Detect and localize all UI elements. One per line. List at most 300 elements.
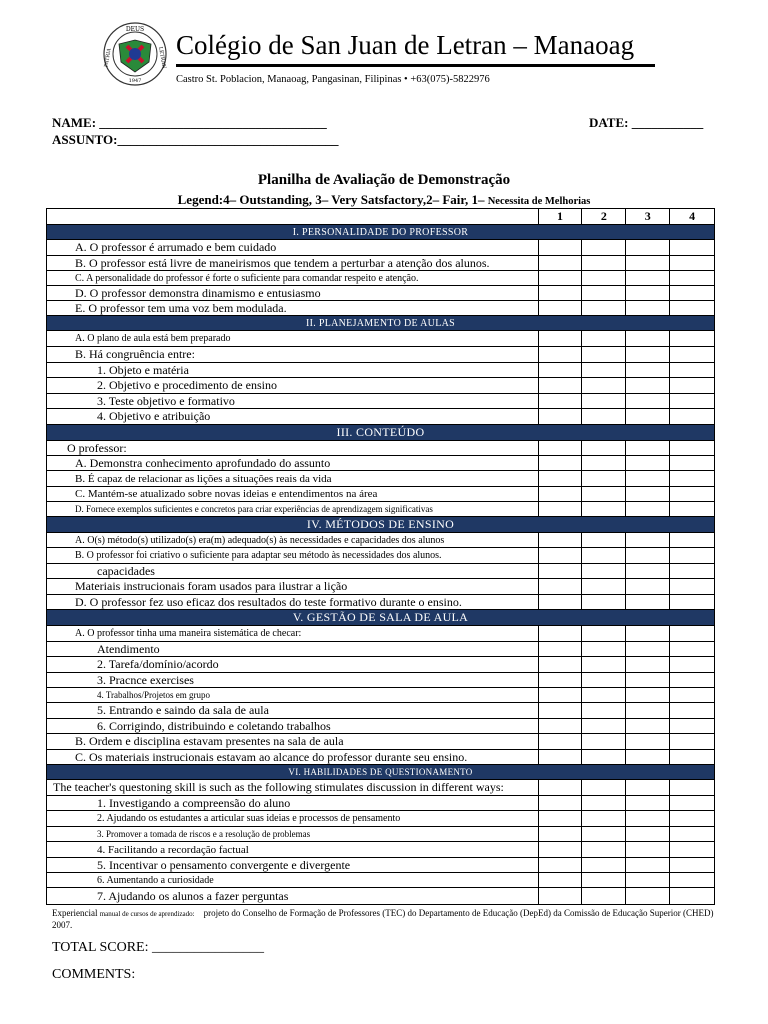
rating-cell-1[interactable] [539,595,583,609]
rating-cell-4[interactable] [670,487,714,501]
criterion-row [47,688,714,703]
rating-cell-4[interactable] [670,409,714,424]
rating-cell-2[interactable] [582,796,626,810]
rating-cell-2[interactable] [582,441,626,455]
criterion-row [47,347,714,363]
rating-cell-1[interactable] [539,873,583,887]
rating-cell-4[interactable] [670,502,714,516]
criterion-label: B. Ordem e disciplina estavam presentes na sala de aula [75,734,344,748]
criterion-text [47,564,539,578]
criterion-row [47,271,714,286]
rating-cell-3[interactable] [626,301,670,315]
criterion-text [47,409,539,424]
criterion-label: B. O professor foi criativo o suficiente para adaptar seu método às necessidades dos alunos. [75,550,442,561]
evaluation-table [46,208,715,905]
rating-cell-1[interactable] [539,642,583,656]
criterion-row [47,548,714,564]
criterion-label: 1. Investigando a compreensão do aluno [97,795,291,810]
rating-cell-4[interactable] [670,811,714,826]
rating-cell-3[interactable] [626,502,670,516]
rating-cell-2[interactable] [582,595,626,609]
rating-cell-1[interactable] [539,688,583,702]
criterion-label: Materiais instrucionais foram usados para ilustrar a lição [75,579,348,593]
school-seal-logo [103,22,167,86]
rating-cell-1[interactable] [539,331,583,346]
rating-column-4: 4 [689,209,696,223]
rating-cell-3[interactable] [626,626,670,641]
rating-cell-1[interactable] [539,811,583,826]
criterion-text [47,750,539,764]
criterion-text [47,796,539,810]
criterion-text [47,378,539,393]
rating-cell-3[interactable] [626,673,670,687]
criterion-text [47,533,539,547]
rating-cell-3[interactable] [626,363,670,377]
criterion-label: 6. Aumentando a curiosidade [97,874,214,886]
rating-cell-4[interactable] [670,394,714,408]
rating-cell-3[interactable] [626,456,670,470]
rating-cell-3[interactable] [626,441,670,455]
rating-cell-3[interactable] [626,595,670,609]
rating-cell-1[interactable] [539,626,583,641]
rating-cell-3[interactable] [626,487,670,501]
criterion-label: 3. Promover a tomada de riscos e a resolução de problemas [97,829,311,839]
rating-cell-1[interactable] [539,301,583,315]
criterion-row [47,533,714,548]
rating-cell-4[interactable] [670,842,714,857]
criterion-row [47,301,714,316]
rating-cell-2[interactable] [582,888,626,904]
criterion-text [47,888,539,904]
rating-cell-2[interactable] [582,456,626,470]
rating-cell-3[interactable] [626,734,670,749]
footnote-rest: projeto do Conselho de Formação de Professores (TEC) do Departamento de Educação (DepEd) da Comissão de Educação Superior (CHED) 2007. [52,908,714,930]
criterion-label: 5. Incentivar o pensamento convergente e divergente [97,857,351,872]
subject-field[interactable]: ASSUNTO:__________________________________ [52,132,339,147]
criterion-label: A. O(s) método(s) utilizado(s) era(m) adequado(s) às necessidades e capacidades dos alunos [75,534,445,546]
criterion-text [47,456,539,470]
rating-cell-2[interactable] [582,240,626,255]
rating-cell-4[interactable] [670,441,714,455]
criterion-label: C. A personalidade do professor é forte o suficiente para comandar respeito e atenção. [75,272,419,284]
criterion-label: A. O professor é arrumado e bem cuidado [75,240,277,254]
rating-cell-1[interactable] [539,796,583,810]
rating-cell-2[interactable] [582,533,626,547]
rating-cell-1[interactable] [539,286,583,300]
rating-cell-3[interactable] [626,564,670,578]
rating-cell-2[interactable] [582,301,626,315]
rating-cell-4[interactable] [670,780,714,795]
rating-cell-4[interactable] [670,858,714,872]
criterion-label: 2. Ajudando os estudantes a articular suas ideias e processos de pensamento [97,813,401,824]
rating-cell-3[interactable] [626,331,670,346]
section-header: III. CONTEÚDO [47,425,714,441]
criterion-row [47,750,714,765]
rating-cell-2[interactable] [582,394,626,408]
rating-cell-4[interactable] [670,827,714,841]
rating-header-row [47,209,714,225]
criterion-text [47,471,539,486]
criterion-label: 1. Objeto e matéria [97,362,189,377]
rating-cell-2[interactable] [582,642,626,656]
rating-cell-1[interactable] [539,533,583,547]
rating-cell-4[interactable] [670,626,714,641]
rating-cell-2[interactable] [582,780,626,795]
criterion-row [47,331,714,347]
rating-cell-1[interactable] [539,548,583,563]
criterion-text [47,548,539,563]
criterion-row [47,487,714,502]
svg-text:LETRAN: LETRAN [157,46,167,70]
rating-cell-2[interactable] [582,873,626,887]
rating-cell-3[interactable] [626,811,670,826]
criterion-row [47,811,714,827]
rating-cell-3[interactable] [626,471,670,486]
criterion-label: B. É capaz de relacionar as lições a situações reais da vida [75,472,332,485]
rating-cell-1[interactable] [539,487,583,501]
rating-cell-1[interactable] [539,363,583,377]
rating-cell-2[interactable] [582,502,626,516]
criterion-row [47,888,714,904]
rating-cell-2[interactable] [582,271,626,285]
rating-cell-1[interactable] [539,378,583,393]
name-field[interactable]: NAME: ___________________________________ [52,115,327,130]
rating-cell-1[interactable] [539,347,583,362]
footnote [52,908,717,931]
rating-cell-2[interactable] [582,688,626,702]
rating-cell-1[interactable] [539,441,583,455]
footnote-small: manual de cursos de aprendizado: [99,910,195,918]
criterion-row [47,842,714,858]
criterion-row [47,471,714,487]
criterion-row [47,657,714,673]
rating-cell-3[interactable] [626,780,670,795]
criterion-label: D. Fornece exemplos suficientes e concretos para criar experiências de aprendizagem significativas [75,504,433,514]
rating-cell-2[interactable] [582,858,626,872]
rating-cell-4[interactable] [670,750,714,764]
svg-text:1947: 1947 [128,78,142,84]
header-blank-cell [47,209,539,224]
rating-cell-2[interactable] [582,626,626,641]
rating-cell-2[interactable] [582,363,626,377]
rating-cell-3[interactable] [626,796,670,810]
rating-cell-2[interactable] [582,347,626,362]
criterion-label: 2. Objetivo e procedimento de ensino [97,378,277,392]
rating-cell-4[interactable] [670,734,714,749]
criterion-text [47,626,539,641]
rating-cell-3[interactable] [626,688,670,702]
rating-cell-1[interactable] [539,842,583,857]
rating-cell-4[interactable] [670,256,714,270]
criterion-row [47,409,714,425]
rating-cell-4[interactable] [670,564,714,578]
rating-cell-4[interactable] [670,240,714,255]
rating-cell-1[interactable] [539,703,583,718]
rating-cell-1[interactable] [539,271,583,285]
criterion-label: Atendimento [97,641,160,656]
rating-cell-1[interactable] [539,240,583,255]
section-header: IV. MÉTODOS DE ENSINO [47,517,714,533]
criterion-text [47,301,539,315]
rating-cell-3[interactable] [626,579,670,594]
rating-cell-4[interactable] [670,363,714,377]
rating-cell-3[interactable] [626,750,670,764]
criterion-row [47,579,714,595]
rating-cell-3[interactable] [626,409,670,424]
criterion-row [47,796,714,811]
rating-cell-1[interactable] [539,780,583,795]
criterion-label: 4. Facilitando a recordação factual [97,843,249,856]
rating-cell-4[interactable] [670,595,714,609]
rating-cell-2[interactable] [582,331,626,346]
rating-cell-1[interactable] [539,858,583,872]
criterion-row [47,719,714,734]
rating-cell-1[interactable] [539,256,583,270]
criterion-text [47,595,539,609]
criterion-text [47,331,539,346]
criterion-label: 3. Pracnce exercises [97,672,194,687]
rating-cell-2[interactable] [582,286,626,300]
form-title: Planilha de Avaliação de Demonstração [257,172,511,188]
rating-cell-2[interactable] [582,548,626,563]
criterion-text [47,842,539,857]
rating-cell-4[interactable] [670,642,714,656]
criterion-row [47,673,714,688]
rating-cell-2[interactable] [582,471,626,486]
rating-cell-2[interactable] [582,842,626,857]
criterion-row [47,642,714,657]
section-header: VI. HABILIDADES DE QUESTIONAMENTO [47,765,714,780]
rating-cell-4[interactable] [670,579,714,594]
svg-text:PATRIA: PATRIA [103,47,113,68]
rating-cell-4[interactable] [670,347,714,362]
criterion-row [47,734,714,750]
rating-cell-2[interactable] [582,409,626,424]
rating-cell-4[interactable] [670,286,714,300]
rating-cell-1[interactable] [539,750,583,764]
criterion-text [47,502,539,516]
criterion-text [47,827,539,841]
rating-cell-1[interactable] [539,673,583,687]
rating-cell-3[interactable] [626,533,670,547]
criterion-text [47,780,539,795]
rating-cell-2[interactable] [582,734,626,749]
criterion-label: D. O professor fez uso eficaz dos resultados do teste formativo durante o ensino. [75,594,462,609]
rating-cell-2[interactable] [582,827,626,841]
rating-cell-3[interactable] [626,873,670,887]
rating-cell-2[interactable] [582,811,626,826]
rating-cell-2[interactable] [582,378,626,393]
rating-cell-3[interactable] [626,842,670,857]
rating-cell-4[interactable] [670,331,714,346]
rating-cell-1[interactable] [539,394,583,408]
criterion-label: 4. Objetivo e atribuição [97,409,211,423]
criterion-label: E. O professor tem uma voz bem modulada. [75,300,287,315]
svg-text:DEUS: DEUS [125,26,145,33]
date-field[interactable]: DATE: ___________ [589,115,704,130]
criterion-text [47,858,539,872]
criterion-row [47,703,714,719]
rating-cell-1[interactable] [539,734,583,749]
criterion-label: The teacher's questoning skill is such as the following stimulates discussion in different ways: [53,780,504,794]
criterion-row [47,858,714,873]
criterion-label: capacidades [97,563,155,578]
criterion-row [47,595,714,610]
rating-cell-4[interactable] [670,471,714,486]
rating-cell-3[interactable] [626,347,670,362]
criterion-label: A. O professor tinha uma maneira sistemática de checar: [75,628,302,639]
rating-cell-3[interactable] [626,256,670,270]
criterion-text [47,703,539,718]
rating-cell-2[interactable] [582,703,626,718]
criterion-text [47,347,539,362]
criterion-text [47,873,539,887]
criterion-label: B. O professor está livre de maneirismos que tendem a perturbar a atenção dos alunos. [75,255,490,270]
rating-cell-4[interactable] [670,796,714,810]
rating-column-3: 3 [626,209,670,224]
rating-cell-2[interactable] [582,657,626,672]
criterion-label: O professor: [67,440,127,455]
criterion-row [47,441,714,456]
criterion-row [47,827,714,842]
rating-cell-1[interactable] [539,471,583,486]
section-header: I. PERSONALIDADE DO PROFESSOR [47,225,714,240]
rating-cell-2[interactable] [582,579,626,594]
rating-cell-4[interactable] [670,378,714,393]
criterion-label: C. Os materiais instrucionais estavam ao alcance do professor durante seu ensino. [75,749,468,764]
criterion-text [47,441,539,455]
total-score-field[interactable]: TOTAL SCORE: ________________ [52,940,264,955]
criterion-row [47,456,714,471]
criterion-text [47,394,539,408]
legend-main: Legend:4– Outstanding, 3– Very Satsfactory,2– Fair, 1– [177,192,485,207]
criterion-text [47,734,539,749]
criterion-text [47,240,539,255]
rating-cell-1[interactable] [539,579,583,594]
criterion-row [47,378,714,394]
criterion-row [47,286,714,301]
rating-cell-2[interactable] [582,750,626,764]
comments-field[interactable]: COMMENTS: [52,967,136,982]
rating-cell-2[interactable] [582,719,626,733]
rating-cell-3[interactable] [626,394,670,408]
school-name: Colégio de San Juan de Letran – Manaoag [176,30,635,60]
criterion-label: A. Demonstra conhecimento aprofundado do assunto [75,455,331,470]
rating-cell-3[interactable] [626,703,670,718]
criterion-text [47,579,539,594]
rating-cell-4[interactable] [670,673,714,687]
criterion-label: 6. Corrigindo, distribuindo e coletando trabalhos [97,718,331,733]
rating-cell-4[interactable] [670,703,714,718]
rating-cell-4[interactable] [670,688,714,702]
criterion-row [47,564,714,579]
rating-cell-4[interactable] [670,873,714,887]
criterion-row [47,256,714,271]
criterion-text [47,256,539,270]
rating-cell-3[interactable] [626,888,670,904]
criterion-text [47,487,539,501]
criterion-row [47,363,714,378]
criterion-row [47,626,714,642]
legend-small: Necessita de Melhorias [487,196,591,207]
rating-column-1: 1 [539,209,583,224]
criterion-row [47,394,714,409]
criterion-label: A. O plano de aula está bem preparado [75,333,231,344]
rating-cell-3[interactable] [626,240,670,255]
rating-cell-4[interactable] [670,719,714,733]
criterion-text [47,363,539,377]
rating-cell-3[interactable] [626,827,670,841]
criterion-label: 4. Trabalhos/Projetos em grupo [97,690,211,700]
rating-cell-4[interactable] [670,301,714,315]
rating-cell-3[interactable] [626,719,670,733]
rating-cell-3[interactable] [626,548,670,563]
rating-cell-3[interactable] [626,657,670,672]
rating-cell-4[interactable] [670,548,714,563]
rating-column-2: 2 [582,209,626,224]
rating-cell-4[interactable] [670,657,714,672]
criterion-row [47,780,714,796]
criterion-text [47,286,539,300]
header-rule [176,64,655,67]
criterion-text [47,811,539,826]
rating-cell-1[interactable] [539,657,583,672]
rating-cell-1[interactable] [539,827,583,841]
rating-cell-3[interactable] [626,378,670,393]
criterion-text [47,688,539,702]
rating-cell-1[interactable] [539,456,583,470]
criterion-label: 2. Tarefa/domínio/acordo [97,657,219,671]
rating-cell-2[interactable] [582,673,626,687]
criterion-label: B. Há congruência entre: [75,347,195,361]
criterion-row [47,240,714,256]
school-address: Castro St. Poblacion, Manaoag, Pangasinan, Filipinas • +63(075)-5822976 [176,74,490,85]
criterion-text [47,673,539,687]
criterion-text [47,271,539,285]
rating-cell-4[interactable] [670,888,714,904]
rating-cell-3[interactable] [626,286,670,300]
rating-cell-1[interactable] [539,409,583,424]
rating-cell-3[interactable] [626,271,670,285]
section-header: V. GESTÃO DE SALA DE AULA [47,610,714,626]
rating-cell-1[interactable] [539,502,583,516]
criterion-label: 7. Ajudando os alunos a fazer perguntas [97,888,289,903]
criterion-row [47,502,714,517]
rating-cell-2[interactable] [582,487,626,501]
rating-cell-4[interactable] [670,271,714,285]
rating-cell-1[interactable] [539,564,583,578]
criterion-label: 5. Entrando e saindo da sala de aula [97,703,269,717]
rating-cell-2[interactable] [582,256,626,270]
rating-cell-1[interactable] [539,888,583,904]
criterion-text [47,719,539,733]
rating-legend [0,192,768,208]
criterion-text [47,657,539,672]
criterion-label: D. O professor demonstra dinamismo e entusiasmo [75,285,321,300]
rating-cell-4[interactable] [670,533,714,547]
criterion-label: 3. Teste objetivo e formativo [97,393,235,408]
rating-cell-4[interactable] [670,456,714,470]
footnote-lead: Experiencial [52,908,98,918]
rating-cell-1[interactable] [539,719,583,733]
rating-cell-3[interactable] [626,858,670,872]
criterion-text [47,642,539,656]
criterion-row [47,873,714,888]
rating-cell-2[interactable] [582,564,626,578]
criterion-label: C. Mantém-se atualizado sobre novas ideias e entendimentos na área [75,488,378,500]
section-header: II. PLANEJAMENTO DE AULAS [47,316,714,331]
rating-cell-3[interactable] [626,642,670,656]
